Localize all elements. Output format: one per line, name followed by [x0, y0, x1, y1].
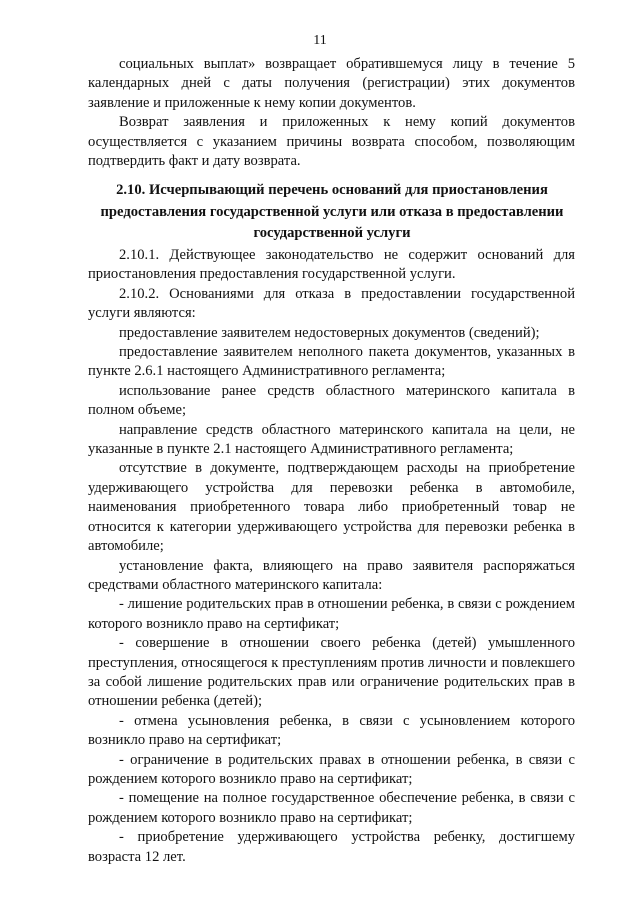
list-item: использование ранее средств областного материнского капитала в полном объеме;: [88, 382, 575, 419]
section-body: [88, 246, 575, 867]
list-item: предоставление заявителем недостоверных документов (сведений);: [119, 324, 540, 341]
page-number: 11: [313, 33, 327, 48]
intro-text: [88, 55, 575, 171]
list-item: предоставление заявителем неполного пакета документов, указанных в пункте 2.6.1 настоящего Административного регламента;: [88, 344, 575, 380]
list-item: установление факта, влияющего на право заявителя распоряжаться средствами областного материнского капитала:: [88, 557, 575, 593]
section-heading: 2.10. Исчерпывающий перечень оснований для приостановления предоставления государственной услуги или отказа в предоставлении государственной услуги: [100, 182, 564, 241]
list-item: отсутствие в документе, подтверждающем расходы на приобретение удерживающего устройства для перевозки ребенка в автомобиле, наименования приобретенного товара либо приобретенный товар не относится к категории удерживающего устройства для перевозки ребенка в автомобиле;: [88, 460, 575, 555]
sub-list-item: - помещение на полное государственное обеспечение ребенка, в связи с рождением которого возникло право на сертификат;: [88, 790, 575, 826]
sub-list-item: - совершение в отношении своего ребенка (детей) умышленного преступления, относящегося к преступлениям против личности и повлекшего за собой лишение родительских прав или ограничение родительских прав в отношении ребенка (детей);: [88, 635, 575, 710]
list-item: направление средств областного материнского капитала на цели, не указанные в пункте 2.1 настоящего Административного регламента;: [88, 421, 575, 458]
paragraph: Возврат заявления и приложенных к нему копий документов осуществляется с указанием причины возврата способом, позволяющим подтвердить факт и дату возврата.: [88, 114, 575, 170]
sub-list-item: - отмена усыновления ребенка, в связи с усыновлением которого возникло право на сертификат;: [88, 712, 575, 749]
sub-list-item: - приобретение удерживающего устройства ребенку, достигшему возраста 12 лет.: [88, 829, 575, 865]
paragraph: социальных выплат» возвращает обратившемуся лицу в течение 5 календарных дней с даты получения (регистрации) этих документов заявление и приложенные к нему копии документов.: [88, 56, 575, 111]
sub-list-item: - лишение родительских прав в отношении ребенка, в связи с рождением которого возникло право на сертификат;: [88, 596, 575, 632]
paragraph: 2.10.1. Действующее законодательство не содержит оснований для приостановления предоставления государственной услуги.: [88, 247, 575, 283]
paragraph: 2.10.2. Основаниями для отказа в предоставлении государственной услуги являются:: [88, 285, 575, 322]
sub-list-item: - ограничение в родительских правах в отношении ребенка, в связи с рождением которого возникло право на сертификат;: [88, 751, 575, 787]
